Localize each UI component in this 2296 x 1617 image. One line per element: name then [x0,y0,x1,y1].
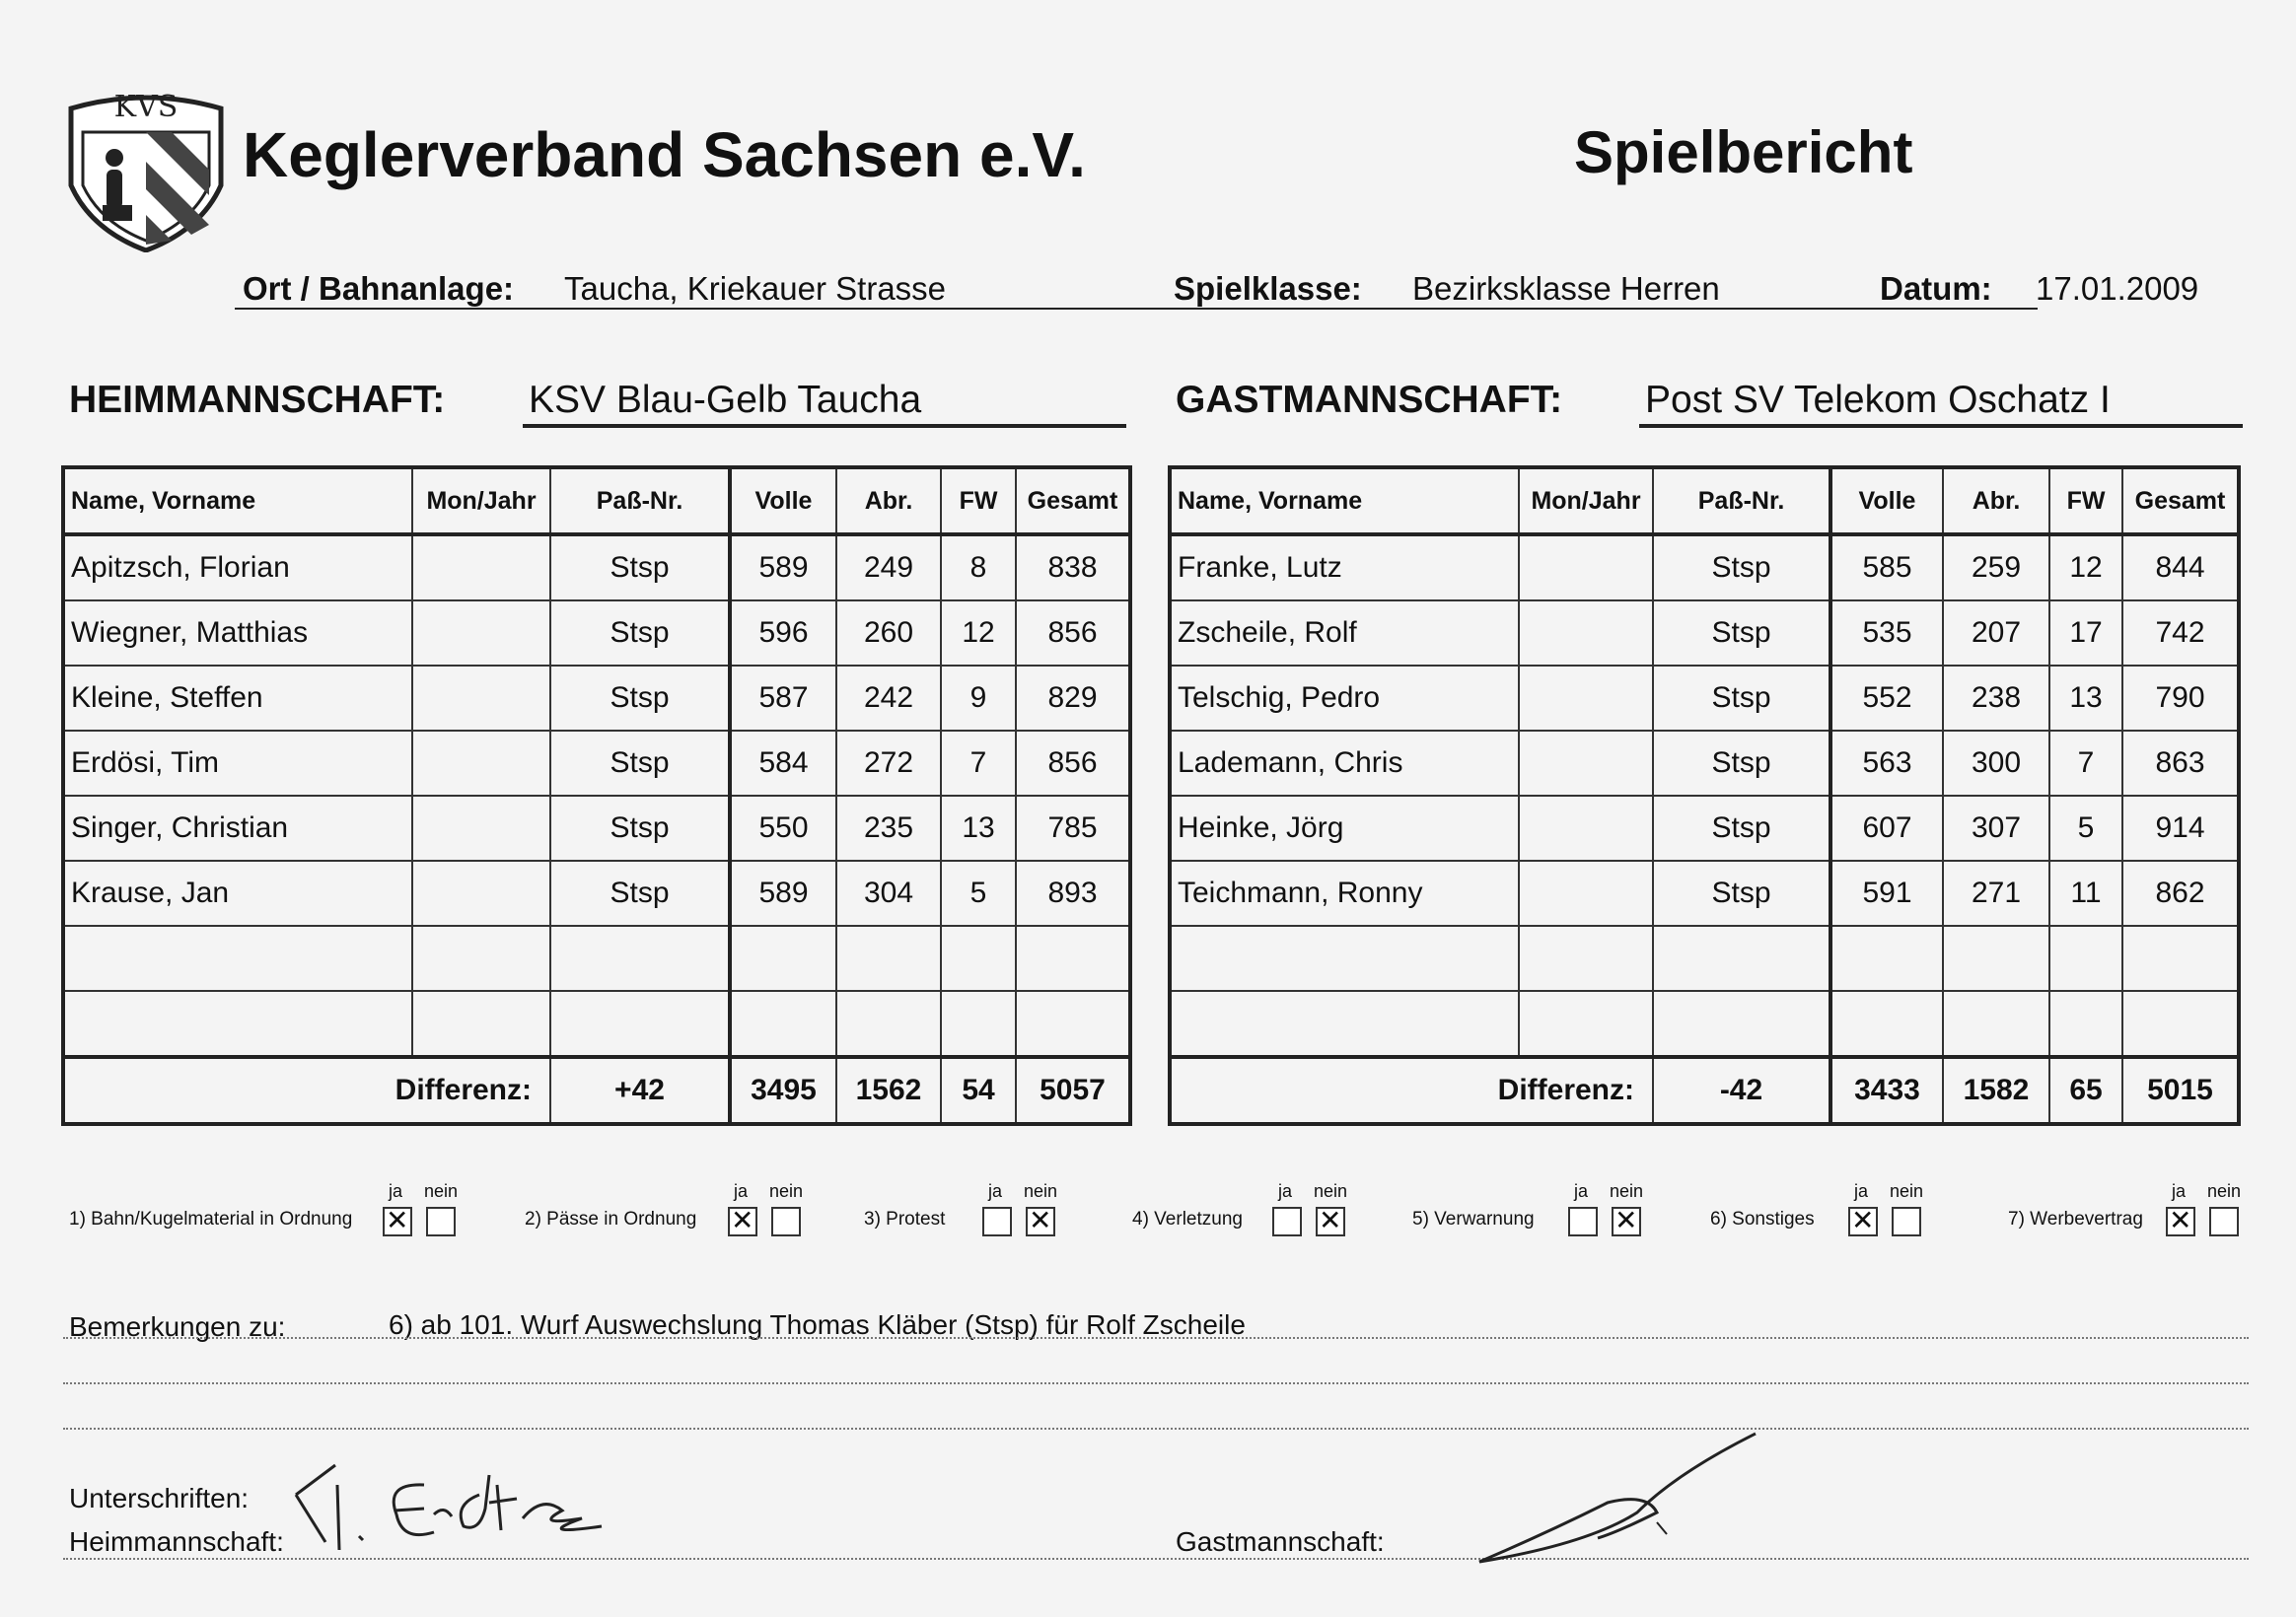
cell-volle [1830,991,1943,1057]
cell-pass: Stsp [550,796,730,861]
cell-fw: 13 [941,796,1016,861]
nein-label: nein [1890,1181,1924,1201]
cell-abr: 307 [1943,796,2049,861]
cell-pass: Stsp [1653,600,1830,666]
cell-gesamt: 844 [2122,534,2239,600]
cell-mon [1519,600,1653,666]
cell-volle: 589 [730,534,836,600]
cell-mon [1519,731,1653,796]
cell-pass [1653,991,1830,1057]
cell-fw: 13 [2049,666,2122,731]
ja-checkbox[interactable] [2166,1207,2195,1236]
cell-volle: 587 [730,666,836,731]
difference-label: Differenz: [1170,1057,1653,1124]
cell-volle: 596 [730,600,836,666]
cell-gesamt: 829 [1016,666,1130,731]
ja-label: ja [734,1181,749,1201]
col-volle-header: Volle [730,467,836,534]
player-row [1170,600,2239,666]
cell-volle: 607 [1830,796,1943,861]
cell-volle [730,926,836,991]
total-abr: 1562 [836,1057,941,1124]
col-abr-header: Abr. [1943,467,2049,534]
cell-pass [1653,926,1830,991]
home-team-label: HEIMMANNSCHAFT: [69,379,446,421]
cell-abr: 259 [1943,534,2049,600]
table-header-row [1170,467,2239,534]
player-row [1170,534,2239,600]
cell-gesamt: 856 [1016,600,1130,666]
date-label: Datum: [1880,270,1992,307]
kvs-logo [63,87,229,252]
player-row [63,666,1130,731]
organization-name: Keglerverband Sachsen e.V. [243,119,1086,190]
cell-name: Lademann, Chris [1170,731,1519,796]
total-gesamt: 5015 [2122,1057,2239,1124]
cell-gesamt: 838 [1016,534,1130,600]
player-row [63,796,1130,861]
cell-gesamt: 742 [2122,600,2239,666]
cell-abr: 272 [836,731,941,796]
cell-abr: 235 [836,796,941,861]
cell-pass: Stsp [550,731,730,796]
cell-fw: 12 [2049,534,2122,600]
remarks-line [63,1382,2249,1384]
nein-checkbox[interactable] [2209,1207,2239,1236]
cell-name: Erdösi, Tim [63,731,412,796]
col-volle-header: Volle [1830,467,1943,534]
player-row [63,731,1130,796]
check-label: 2) Pässe in Ordnung [525,1209,697,1230]
col-pass-nr-header: Paß-Nr. [550,467,730,534]
cell-mon [412,534,550,600]
col-pass-nr-header: Paß-Nr. [1653,467,1830,534]
check-label: 6) Sonstiges [1710,1209,1815,1230]
cell-volle: 535 [1830,600,1943,666]
cell-abr: 260 [836,600,941,666]
cell-name: Krause, Jan [63,861,412,926]
cell-volle: 552 [1830,666,1943,731]
cell-volle: 591 [1830,861,1943,926]
home-signature [286,1455,621,1564]
remarks-text: 6) ab 101. Wurf Auswechslung Thomas Kläber (Stsp) für Rolf Zscheile [389,1309,1246,1340]
away-signature [1460,1424,1775,1572]
player-row [1170,991,2239,1057]
nein-label: nein [1610,1181,1644,1201]
away-score-table [1168,465,2241,1126]
meta-line [235,268,2199,310]
cell-gesamt: 914 [2122,796,2239,861]
player-row [1170,666,2239,731]
cell-fw [2049,926,2122,991]
cell-gesamt [1016,926,1130,991]
cell-fw: 9 [941,666,1016,731]
venue-value: Taucha, Kriekauer Strasse [564,270,947,307]
cell-abr: 242 [836,666,941,731]
cell-abr: 207 [1943,600,2049,666]
cell-abr [1943,926,2049,991]
cell-pass [550,991,730,1057]
cell-name [63,991,412,1057]
cell-name: Teichmann, Ronny [1170,861,1519,926]
cell-pass: Stsp [1653,796,1830,861]
nein-checkbox[interactable] [426,1207,456,1236]
cell-abr: 300 [1943,731,2049,796]
cell-pass: Stsp [1653,861,1830,926]
ja-label: ja [2172,1181,2187,1201]
cell-fw [941,926,1016,991]
remarks-line [63,1428,2249,1430]
cell-gesamt [2122,991,2239,1057]
cell-gesamt: 790 [2122,666,2239,731]
cell-mon [1519,861,1653,926]
cell-pass: Stsp [550,666,730,731]
ja-label: ja [389,1181,403,1201]
cell-mon [412,926,550,991]
col-fw-header: FW [2049,467,2122,534]
cell-abr [836,991,941,1057]
cell-abr [1943,991,2049,1057]
away-team-label: GASTMANNSCHAFT: [1176,379,1563,421]
cell-pass: Stsp [1653,666,1830,731]
nein-label: nein [424,1181,459,1201]
ja-label: ja [1574,1181,1589,1201]
cell-gesamt [1016,991,1130,1057]
check-label: 7) Werbevertrag [2008,1209,2143,1230]
cell-mon [412,600,550,666]
cell-mon [412,991,550,1057]
total-row [1170,1057,2239,1124]
cell-name: Apitzsch, Florian [63,534,412,600]
remarks-line [63,1337,2249,1339]
nein-label: nein [769,1181,804,1201]
cell-gesamt: 893 [1016,861,1130,926]
cell-name: Telschig, Pedro [1170,666,1519,731]
ja-label: ja [988,1181,1003,1201]
cell-fw: 8 [941,534,1016,600]
cell-volle: 584 [730,731,836,796]
cell-name [1170,991,1519,1057]
cell-volle [730,991,836,1057]
total-volle: 3433 [1830,1057,1943,1124]
cell-mon [1519,991,1653,1057]
total-volle: 3495 [730,1057,836,1124]
total-abr: 1582 [1943,1057,2049,1124]
nein-checkbox[interactable] [771,1207,801,1236]
cell-gesamt: 785 [1016,796,1130,861]
cell-gesamt: 862 [2122,861,2239,926]
venue-label: Ort / Bahnanlage: [243,270,515,307]
difference-value: -42 [1653,1057,1830,1124]
nein-checkbox[interactable] [1612,1207,1641,1236]
cell-volle [1830,926,1943,991]
player-row [1170,796,2239,861]
col-mon-jahr-header: Mon/Jahr [1519,467,1653,534]
cell-gesamt: 863 [2122,731,2239,796]
signatures-label: Unterschriften: [69,1483,250,1513]
player-row [1170,926,2239,991]
player-row [63,861,1130,926]
cell-name: Wiegner, Matthias [63,600,412,666]
away-team-name: Post SV Telekom Oschatz I [1639,379,2243,428]
cell-name: Zscheile, Rolf [1170,600,1519,666]
nein-label: nein [2207,1181,2242,1201]
difference-value: +42 [550,1057,730,1124]
total-row [63,1057,1130,1124]
player-row [63,991,1130,1057]
ja-checkbox[interactable] [383,1207,412,1236]
nein-label: nein [1314,1181,1348,1201]
league-label: Spielklasse: [1174,270,1362,307]
check-label: 5) Verwarnung [1412,1209,1535,1230]
cell-mon [412,731,550,796]
check-label: 1) Bahn/Kugelmaterial in Ordnung [69,1209,353,1230]
total-fw: 54 [941,1057,1016,1124]
ja-label: ja [1278,1181,1293,1201]
cell-abr: 304 [836,861,941,926]
date-value: 17.01.2009 [2036,270,2199,307]
cell-pass: Stsp [550,534,730,600]
nein-label: nein [1024,1181,1058,1201]
cell-fw: 17 [2049,600,2122,666]
player-row [1170,861,2239,926]
nein-checkbox[interactable] [1026,1207,1055,1236]
check-label: 3) Protest [864,1209,946,1230]
ja-label: ja [1854,1181,1869,1201]
cell-abr [836,926,941,991]
cell-mon [1519,926,1653,991]
cell-pass: Stsp [1653,731,1830,796]
cell-pass: Stsp [550,861,730,926]
cell-fw [2049,991,2122,1057]
ja-checkbox[interactable] [1848,1207,1878,1236]
home-signature-label: Heimmannschaft: [69,1526,284,1557]
cell-mon [1519,666,1653,731]
cell-abr: 271 [1943,861,2049,926]
ja-checkbox[interactable] [1272,1207,1302,1236]
ja-checkbox[interactable] [728,1207,757,1236]
cell-mon [412,796,550,861]
cell-fw: 7 [941,731,1016,796]
cell-gesamt [2122,926,2239,991]
player-row [63,600,1130,666]
cell-fw [941,991,1016,1057]
difference-label: Differenz: [63,1057,550,1124]
total-fw: 65 [2049,1057,2122,1124]
col-gesamt-header: Gesamt [2122,467,2239,534]
cell-volle: 563 [1830,731,1943,796]
cell-gesamt: 856 [1016,731,1130,796]
cell-name: Kleine, Steffen [63,666,412,731]
cell-mon [1519,534,1653,600]
cell-mon [412,861,550,926]
document-title: Spielbericht [1574,119,1913,185]
total-gesamt: 5057 [1016,1057,1130,1124]
cell-pass: Stsp [1653,534,1830,600]
cell-name: Franke, Lutz [1170,534,1519,600]
cell-name: Singer, Christian [63,796,412,861]
cell-mon [412,666,550,731]
cell-mon [1519,796,1653,861]
cell-fw: 5 [941,861,1016,926]
cell-abr: 249 [836,534,941,600]
col-mon-jahr-header: Mon/Jahr [412,467,550,534]
home-score-table [61,465,1132,1126]
col-abr-header: Abr. [836,467,941,534]
league-value: Bezirksklasse Herren [1412,270,1720,307]
col-name-header: Name, Vorname [1170,467,1519,534]
cell-name [1170,926,1519,991]
cell-fw: 5 [2049,796,2122,861]
nein-checkbox[interactable] [1892,1207,1921,1236]
cell-volle: 589 [730,861,836,926]
player-row [1170,731,2239,796]
away-signature-label: Gastmannschaft: [1176,1526,1385,1557]
cell-fw: 12 [941,600,1016,666]
svg-text:KVS: KVS [113,90,179,124]
cell-pass [550,926,730,991]
cell-name: Heinke, Jörg [1170,796,1519,861]
cell-fw: 7 [2049,731,2122,796]
player-row [63,926,1130,991]
col-fw-header: FW [941,467,1016,534]
col-name-header: Name, Vorname [63,467,412,534]
ja-checkbox[interactable] [1568,1207,1598,1236]
cell-volle: 585 [1830,534,1943,600]
cell-abr: 238 [1943,666,2049,731]
remarks-label: Bemerkungen zu: [69,1311,286,1342]
cell-name [63,926,412,991]
check-label: 4) Verletzung [1132,1209,1243,1230]
ja-checkbox[interactable] [982,1207,1012,1236]
cell-fw: 11 [2049,861,2122,926]
nein-checkbox[interactable] [1316,1207,1345,1236]
cell-volle: 550 [730,796,836,861]
player-row [63,534,1130,600]
col-gesamt-header: Gesamt [1016,467,1130,534]
table-header-row [63,467,1130,534]
home-team-name: KSV Blau-Gelb Taucha [523,379,1126,428]
cell-pass: Stsp [550,600,730,666]
